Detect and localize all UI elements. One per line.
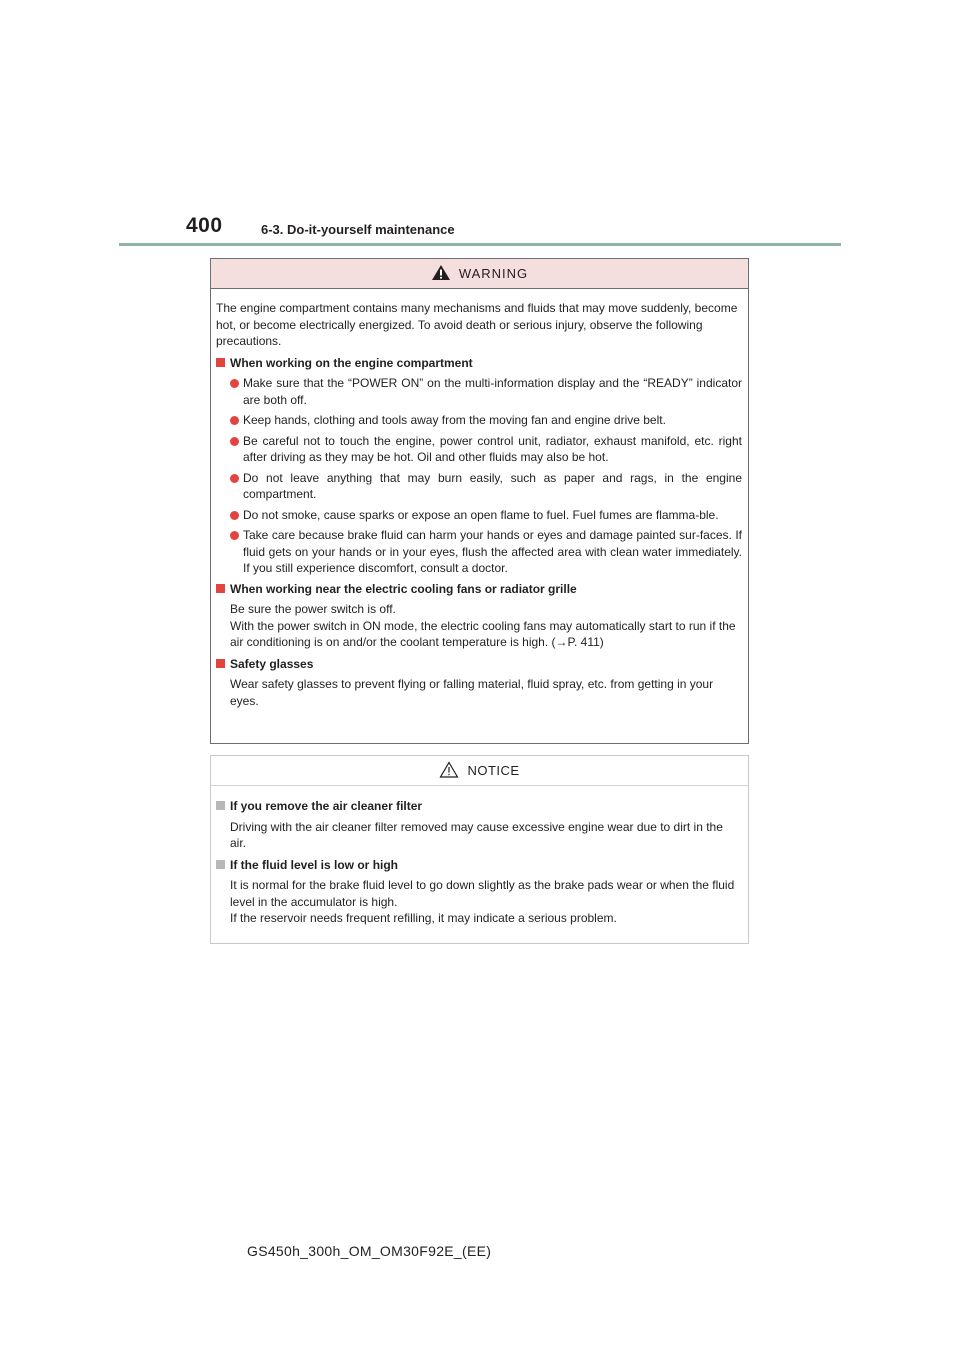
- list-item: Keep hands, clothing and tools away from the moving fan and engine drive belt.: [230, 412, 742, 429]
- warning-body: [211, 289, 748, 709]
- circle-bullet-icon: [230, 416, 239, 425]
- notice-box: [210, 755, 749, 944]
- circle-bullet-icon: [230, 379, 239, 388]
- warning-box: [210, 258, 749, 744]
- list-item: Be careful not to touch the engine, power control unit, radiator, exhaust manifold, etc. right after driving as they may be hot. Oil and other fluids may also be hot.: [230, 433, 742, 466]
- list-item: Do not leave anything that may burn easily, such as paper and rags, in the engine compartment.: [230, 470, 742, 503]
- paragraph: It is normal for the brake fluid level to go down slightly as the brake pads wear or when the fluid level in the accumulator is high.: [230, 878, 735, 909]
- notice-title: NOTICE: [467, 763, 520, 778]
- section-heading: If the fluid level is low or high: [216, 857, 742, 874]
- caution-triangle-icon: [439, 761, 459, 781]
- circle-bullet-icon: [230, 474, 239, 483]
- warning-intro: The engine compartment contains many mechanisms and fluids that may move suddenly, become hot, or become electrically energized. To avoid death or serious injury, observe the following precautions.: [216, 301, 738, 348]
- paragraph: Driving with the air cleaner filter removed may cause excessive engine wear due to dirt in the air.: [230, 819, 723, 850]
- paragraph: With the power switch in ON mode, the electric cooling fans may automatically start to run if the air conditioning is on and/or the coolant temperature is high. (→P. 411): [230, 618, 736, 649]
- square-bullet-icon: [216, 584, 225, 593]
- square-bullet-icon: [216, 358, 225, 367]
- square-bullet-icon: [216, 860, 225, 869]
- square-bullet-icon: [216, 659, 225, 668]
- circle-bullet-icon: [230, 511, 239, 520]
- paragraph: If the reservoir needs frequent refilling, it may indicate a serious problem.: [230, 911, 617, 925]
- warning-header: [211, 259, 748, 289]
- page-number: 400: [186, 214, 223, 237]
- section-heading: If you remove the air cleaner filter: [216, 798, 742, 815]
- section-heading: When working near the electric cooling fans or radiator grille: [216, 581, 742, 598]
- paragraph: Wear safety glasses to prevent flying or falling material, fluid spray, etc. from getting in your eyes.: [230, 677, 714, 708]
- circle-bullet-icon: [230, 531, 239, 540]
- list-item: Make sure that the “POWER ON” on the multi-information display and the “READY” indicator are both off.: [230, 375, 742, 408]
- section-heading: When working on the engine compartment: [216, 355, 742, 372]
- paragraph: Be sure the power switch is off.: [230, 602, 396, 616]
- section-title: 6-3. Do-it-yourself maintenance: [261, 222, 455, 237]
- list-item: Take care because brake fluid can harm your hands or eyes and damage painted sur-faces. If fluid gets on your hands or in your eyes, flush the affected area with clean water immediately. If you still experience discomfort, consult a doctor.: [230, 527, 742, 577]
- square-bullet-icon: [216, 801, 225, 810]
- circle-bullet-icon: [230, 437, 239, 446]
- document-code: GS450h_300h_OM_OM30F92E_(EE): [247, 1243, 492, 1259]
- notice-body: [211, 786, 748, 927]
- warning-triangle-icon: [431, 264, 451, 284]
- list-item: Do not smoke, cause sparks or expose an open flame to fuel. Fuel fumes are flamma-ble.: [230, 507, 742, 524]
- warning-title: WARNING: [458, 266, 529, 281]
- notice-header: [211, 756, 748, 786]
- header-rule: [119, 243, 841, 246]
- section-heading: Safety glasses: [216, 656, 742, 673]
